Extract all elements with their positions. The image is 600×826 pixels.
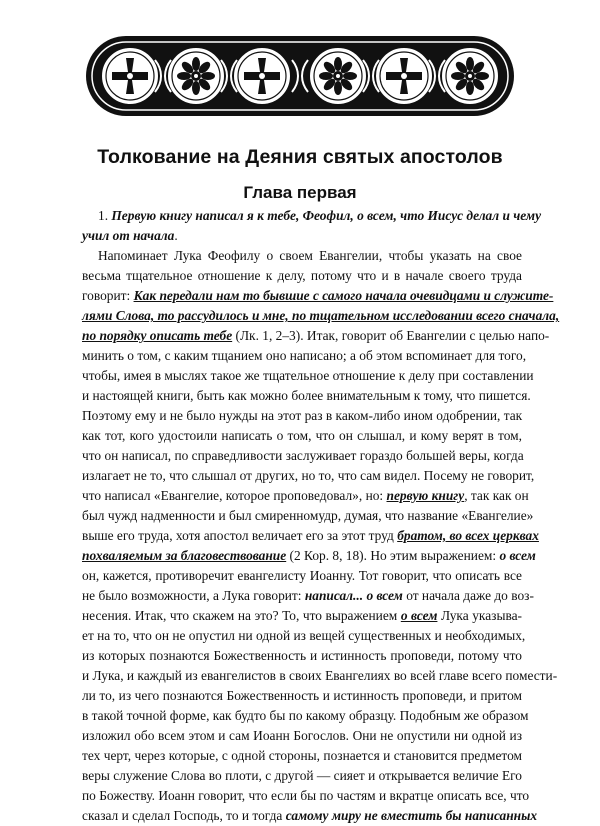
text-line [82,666,558,686]
text-span: Лука указыва- [437,608,522,623]
text-line [82,546,536,566]
emphasized-scripture-text: написал... о всем [304,588,403,603]
cross-medallion-icon [375,47,433,105]
text-span: ли то, из чего познаются Божественность и истинность проповеди, и притом [82,688,522,703]
text-line [82,206,542,226]
text-span: Напоминает Лука Феофилу о своем Евангелии, чтобы указать на свое [98,248,522,263]
text-line [82,686,522,706]
text-line [82,446,522,466]
text-line [82,526,539,546]
emphasized-scripture-text: лями Слова, то рассудилось и мне, по тщательном исследовании всего сначала, [82,308,560,323]
text-span: изложил обо всем этом и сам Иоанн Богослов. Они не опустили ни одной из [82,728,522,743]
emphasized-scripture-text: первую книгу [386,488,465,503]
text-span: чтобы, имея в мыслях такое же тщательное отношение к делу при составлении [82,368,534,383]
text-line [82,246,522,266]
text-line [82,326,550,346]
text-span: в такой точной форме, как будто бы по какому образцу. Подобным же образом [82,708,529,723]
text-span: несения. Итак, что скажем на это? То, что выражением [82,608,401,623]
text-line [82,266,522,286]
text-span: ет на то, что он не опустил ни одной из вещей существенных и необходимых, [82,628,526,643]
floral-medallion-icon [441,47,499,105]
text-line [82,746,522,766]
text-line [82,466,535,486]
text-line [82,286,554,306]
emphasized-scripture-text: учил от начала [82,228,175,243]
emphasized-scripture-text: братом, во всех церквах [397,528,539,543]
text-line [82,706,529,726]
text-line [82,626,526,646]
emphasized-scripture-text: Первую книгу написал я к тебе, Феофил, о всем, что Иисус делал и чему [111,208,542,223]
emphasized-scripture-text: о всем [499,548,536,563]
text-span: сказал и сделал Господь, то и тогда [82,808,286,823]
text-span: и настоящей книги, быть как можно более внимательным к тому, что пишется. [82,388,531,403]
text-line [82,726,522,746]
text-line [82,646,522,666]
text-line [82,306,560,326]
cross-medallion-icon [233,47,291,105]
text-span: он, кажется, противоречит евангелисту Иоанну. Тот говорит, что описать все [82,568,522,583]
text-line [82,806,538,826]
text-span: Поэтому ему и не было нужды на этот раз в каком-либо ином одобрении, так [82,408,523,423]
text-line [82,346,527,366]
text-span: из которых познаются Божественность и истинность проповеди, потому что [82,648,522,663]
floral-medallion-icon [309,47,367,105]
cross-medallion-icon [101,47,159,105]
text-line [82,586,534,606]
emphasized-scripture-text: похваляемым за благовествование [82,548,287,563]
text-span: 1. [98,208,112,223]
text-span: (Лк. 1, 2–3). Итак, говорит об Евангелии с целью напо- [232,328,550,343]
text-line [82,566,522,586]
text-span: веры служение Слова во плоти, с другой — сияет и открывается величие Его [82,768,522,783]
emphasized-scripture-text: Как передали нам то бывшие с самого начала очевидцами и служите- [133,288,554,303]
text-line [82,486,529,506]
text-span: говорит: [82,288,134,303]
text-span: от начала даже до воз- [402,588,534,603]
emphasized-scripture-text: по порядку описать тебе [82,328,233,343]
text-span: минить о том, с каким тщанием оно написано; а об этом вспоминает для того, [82,348,527,363]
text-line [82,366,534,386]
text-span: (2 Кор. 8, 18). Но этим выражением: [286,548,500,563]
text-line [82,406,522,426]
text-line [82,606,522,626]
page-title: Толкование на Деяния святых апостолов [97,146,503,168]
text-span: был чужд надменности и был смиренномудр, думая, что название «Евангелие» [82,508,534,523]
text-line [82,426,522,446]
chapter-heading: Глава первая [243,183,357,202]
text-span: весьма тщательное отношение к делу, потому что и в начале своего труда [82,268,522,283]
text-line [82,386,531,406]
text-line [82,226,522,246]
floral-medallion-icon [167,47,225,105]
text-span: что он написал, по справедливости заслуживает гораздо большей веры, когда [82,448,524,463]
emphasized-scripture-text: о всем [400,608,438,623]
text-span: как тот, кого удостоили написать о том, что он слышал, и кому верят в том, [82,428,522,443]
text-span: не было возможности, а Лука говорит: [82,588,305,603]
text-span: излагает не то, что слышал от других, но то, что сам видел. Посему не говорит, [82,468,535,483]
text-span: что написал «Евангелие, которое проповедовал», но: [82,488,387,503]
text-span: по Божеству. Иоанн говорит, что если бы по частям и вкратце описать все, что [82,788,530,803]
text-line [82,786,530,806]
text-line [82,766,522,786]
text-line [82,506,534,526]
text-span: и Лука, и каждый из евангелистов в своих Евангелиях во всей главе всего помести- [82,668,558,683]
body-text [82,206,560,826]
decorative-header-ornament [84,30,516,122]
text-span: , так как он [464,488,529,503]
emphasized-scripture-text: самому миру не вместить бы написанных [285,808,538,823]
text-span: тех черт, через которые, с одной стороны, познается и становится предметом [82,748,522,763]
text-span: выше его труда, хотя апостол величает его за этот труд [82,528,398,543]
text-span: . [174,228,178,243]
